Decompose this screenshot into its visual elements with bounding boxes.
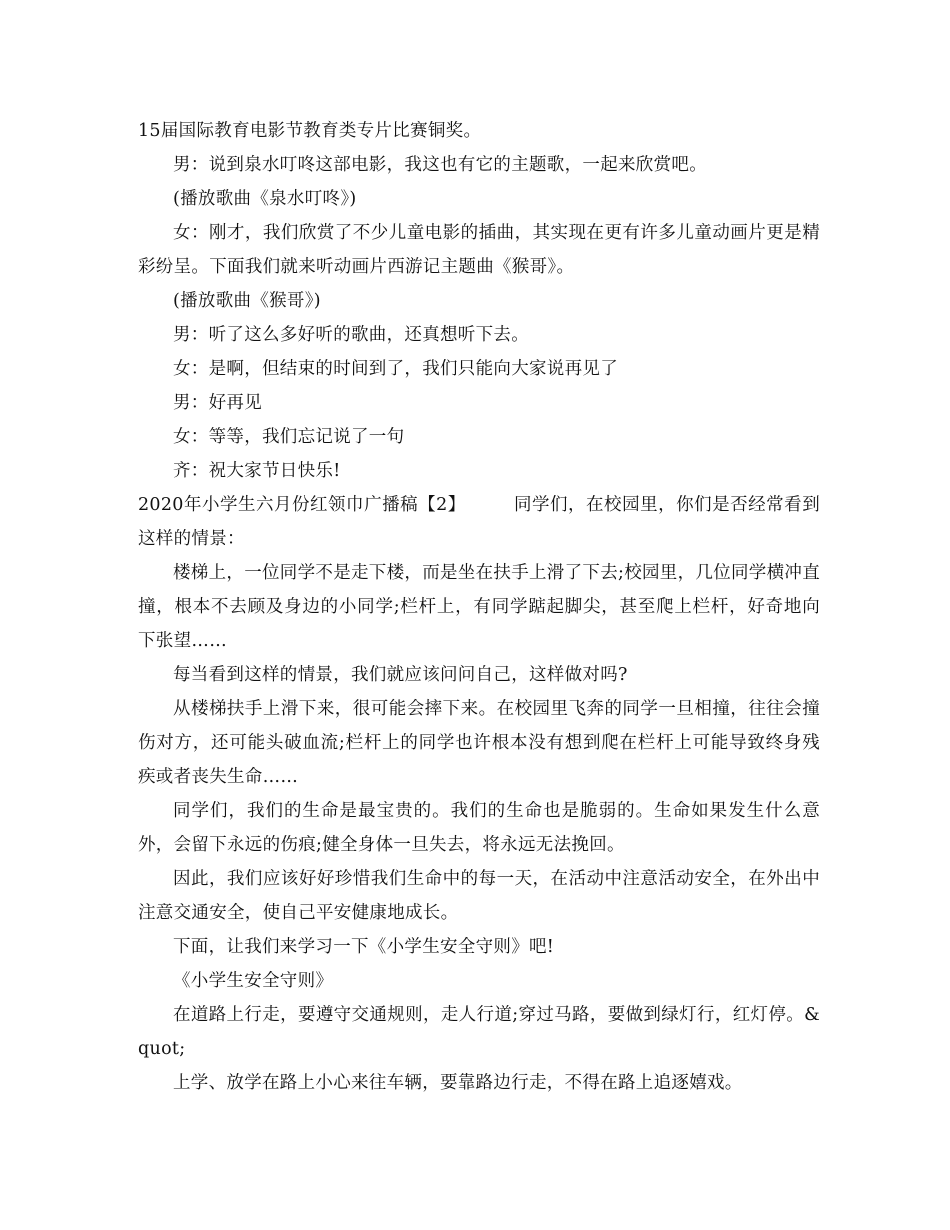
section-heading-paragraph — [138, 488, 820, 556]
paragraph: 女：是啊，但结束的时间到了，我们只能向大家说再见了 — [173, 359, 618, 379]
paragraph: 齐：祝大家节日快乐! — [173, 461, 341, 481]
paragraph: 《小学生安全守则》 — [173, 971, 334, 991]
paragraph: 因此，我们应该好好珍惜我们生命中的每一天，在活动中注意活动安全，在外出中注意交通安全，使自己平安健康地成长。 — [138, 869, 820, 923]
paragraph: 男：说到泉水叮咚这部电影，我这也有它的主题歌，一起来欣赏吧。 — [173, 155, 707, 175]
paragraph: 男：听了这么多好听的歌曲，还真想听下去。 — [173, 325, 529, 345]
paragraph: 上学、放学在路上小心来往车辆，要靠路边行走，不得在路上追逐嬉戏。 — [173, 1073, 743, 1093]
paragraph: (播放歌曲《猴哥》) — [173, 291, 321, 311]
paragraph: 男：好再见 — [173, 393, 262, 413]
section-lead: 同学们，在校园里，你们是否经常看到这样的情景： — [138, 495, 820, 549]
paragraph: 楼梯上，一位同学不是走下楼，而是坐在扶手上滑了下去;校园里，几位同学横冲直撞，根本不去顾及身边的小同学;栏杆上，有同学踮起脚尖，甚至爬上栏杆，好奇地向下张望…… — [138, 563, 820, 651]
document-body — [138, 114, 820, 1100]
paragraph: 女：等等，我们忘记说了一句 — [173, 427, 405, 447]
paragraph: 下面，让我们来学习一下《小学生安全守则》吧! — [173, 937, 555, 957]
paragraph: 在道路上行走，要遵守交通规则，走人行道;穿过马路，要做到绿灯行，红灯停。&quot; — [138, 1005, 820, 1059]
paragraph: 每当看到这样的情景，我们就应该问问自己，这样做对吗? — [173, 665, 628, 685]
paragraph: 女：刚才，我们欣赏了不少儿童电影的插曲，其实现在更有许多儿童动画片更是精彩纷呈。下面我们就来听动画片西游记主题曲《猴哥》。 — [138, 223, 820, 277]
section-title: 2020年小学生六月份红领巾广播稿【2】 — [138, 495, 466, 515]
paragraph: 从楼梯扶手上滑下来，很可能会摔下来。在校园里飞奔的同学一旦相撞，往往会撞伤对方，还可能头破血流;栏杆上的同学也许根本没有想到爬在栏杆上可能导致终身残疾或者丧失生命…… — [138, 699, 820, 787]
paragraph: 同学们，我们的生命是最宝贵的。我们的生命也是脆弱的。生命如果发生什么意外，会留下永远的伤痕;健全身体一旦失去，将永远无法挽回。 — [138, 801, 820, 855]
paragraph: 15届国际教育电影节教育类专片比赛铜奖。 — [138, 121, 482, 141]
paragraph: (播放歌曲《泉水叮咚》) — [173, 189, 357, 209]
